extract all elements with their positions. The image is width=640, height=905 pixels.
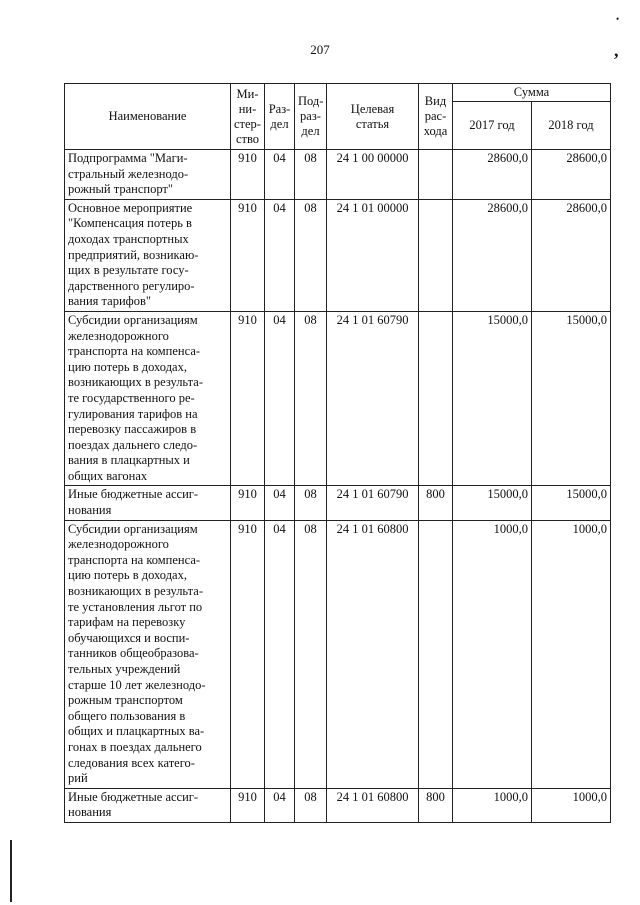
cell-target-article: 24 1 01 60800 — [327, 788, 419, 822]
cell-name-line: возникающих в результа- — [68, 375, 203, 390]
header-year-2017: 2017 год — [453, 102, 532, 150]
header-ministry-line: стер- — [234, 116, 261, 131]
cell-name-line: тельных учреждений — [68, 662, 181, 676]
cell-subsection: 08 — [295, 311, 327, 486]
cell-sum-2017: 15000,0 — [453, 486, 532, 520]
cell-name-line: гулирования тарифов на — [68, 406, 198, 421]
header-ministry — [231, 84, 265, 150]
header-subsection-line: раз- — [300, 109, 321, 123]
cell-name-line: нования — [68, 503, 112, 518]
cell-sum-2017: 15000,0 — [453, 311, 532, 486]
cell-name-line: рий — [68, 771, 88, 786]
cell-sum-2017: 28600,0 — [453, 199, 532, 311]
cell-section: 04 — [265, 486, 295, 520]
header-year-2018: 2018 год — [532, 102, 611, 150]
cell-name-line: нования — [68, 805, 112, 820]
table-body — [65, 150, 611, 823]
cell-name-line: вания тарифов" — [68, 294, 151, 309]
header-section-line: Раз- — [268, 101, 291, 116]
cell-name-line: "Компенсация потерь в — [68, 216, 192, 231]
cell-subsection: 08 — [295, 199, 327, 311]
cell-name-line: обучающихся и воспи- — [68, 630, 190, 645]
table-row — [65, 311, 611, 486]
budget-table — [64, 83, 611, 823]
cell-name-line: общего пользования в — [68, 708, 186, 723]
table-row — [65, 788, 611, 822]
header-expense-type-line: Вид — [424, 94, 447, 108]
cell-target-article: 24 1 01 00000 — [327, 199, 419, 311]
cell-name-line: Субсидии организациям — [68, 312, 198, 327]
cell-sum-2018: 15000,0 — [532, 486, 611, 520]
cell-ministry: 910 — [231, 150, 265, 200]
header-name: Наименование — [65, 84, 231, 150]
cell-expense-type — [419, 199, 453, 311]
cell-section: 04 — [265, 199, 295, 311]
cell-name-line: тарифам на перевозку — [68, 615, 186, 630]
header-expense-type-line: хода — [423, 124, 448, 138]
cell-subsection: 08 — [295, 788, 327, 822]
cell-name — [65, 311, 231, 486]
cell-name-line: рожный транспорт" — [68, 182, 173, 197]
cell-sum-2017: 1000,0 — [453, 788, 532, 822]
cell-ministry: 910 — [231, 520, 265, 788]
cell-target-article: 24 1 01 60800 — [327, 520, 419, 788]
cell-sum-2017: 28600,0 — [453, 150, 532, 200]
cell-target-article: 24 1 00 00000 — [327, 150, 419, 200]
cell-name-line: Основное мероприятие — [68, 200, 193, 215]
header-subsection — [295, 84, 327, 150]
cell-expense-type — [419, 520, 453, 788]
cell-name-line: гонах в поездах дальнего — [68, 739, 202, 754]
header-ministry-line: Ми- — [236, 86, 259, 101]
table-row — [65, 520, 611, 788]
header-subsection-line: Под- — [298, 94, 324, 108]
header-ministry-line: ни- — [238, 101, 257, 116]
header-expense-type-line: рас- — [424, 109, 447, 123]
cell-subsection: 08 — [295, 520, 327, 788]
cell-name-line: железнодорожного — [68, 328, 169, 343]
header-subsection-line: дел — [301, 124, 320, 138]
corner-mark-comma: , — [614, 40, 619, 60]
cell-name-line: танников общеобразова- — [68, 646, 199, 661]
cell-expense-type — [419, 311, 453, 486]
cell-name-line: цию потерь в доходах, — [68, 359, 187, 374]
cell-ministry: 910 — [231, 199, 265, 311]
cell-name-line: Подпрограмма "Маги- — [68, 151, 188, 165]
cell-name-line: железнодорожного — [68, 537, 169, 552]
table-row — [65, 199, 611, 311]
cell-name-line: перевозку пассажиров в — [68, 422, 197, 437]
cell-name — [65, 199, 231, 311]
cell-section: 04 — [265, 788, 295, 822]
cell-name-line: цию потерь в доходах, — [68, 568, 187, 583]
cell-subsection: 08 — [295, 486, 327, 520]
cell-sum-2018: 15000,0 — [532, 311, 611, 486]
cell-name-line: стральный железнодо- — [68, 166, 189, 181]
header-target-article-line: статья — [355, 116, 390, 131]
cell-expense-type: 800 — [419, 788, 453, 822]
cell-name-line: Иные бюджетные ассиг- — [68, 789, 199, 804]
header-target-article — [327, 84, 419, 150]
table-row — [65, 150, 611, 200]
cell-name — [65, 486, 231, 520]
cell-name-line: поездах дальнего следо- — [68, 437, 198, 452]
cell-name-line: следования всех катего- — [68, 755, 195, 770]
cell-name-line: вания в плацкартных и — [68, 453, 190, 468]
cell-name-line: рожным транспортом — [68, 693, 183, 708]
cell-sum-2018: 28600,0 — [532, 199, 611, 311]
cell-name — [65, 788, 231, 822]
cell-ministry: 910 — [231, 486, 265, 520]
header-target-article-line: Целевая — [350, 101, 395, 116]
cell-expense-type: 800 — [419, 486, 453, 520]
cell-name-line: те установления льгот по — [68, 599, 203, 614]
table-row — [65, 486, 611, 520]
cell-name — [65, 520, 231, 788]
cell-ministry: 910 — [231, 311, 265, 486]
cell-name-line: Иные бюджетные ассиг- — [68, 487, 199, 502]
cell-ministry: 910 — [231, 788, 265, 822]
header-sum: Сумма — [453, 84, 611, 102]
cell-subsection: 08 — [295, 150, 327, 200]
cell-name-line: доходах транспортных — [68, 231, 189, 246]
cell-section: 04 — [265, 311, 295, 486]
header-section-line: дел — [270, 116, 289, 131]
table-header — [65, 84, 611, 150]
cell-name-line: дарственного регулиро- — [68, 278, 195, 293]
cell-target-article: 24 1 01 60790 — [327, 486, 419, 520]
header-expense-type — [419, 84, 453, 150]
cell-name-line: транспорта на компенса- — [68, 552, 201, 567]
header-section — [265, 84, 295, 150]
cell-name-line: возникающих в результа- — [68, 584, 203, 599]
cell-section: 04 — [265, 150, 295, 200]
cell-name-line: те государственного ре- — [68, 390, 195, 405]
cell-name-line: транспорта на компенса- — [68, 344, 201, 359]
cell-section: 04 — [265, 520, 295, 788]
cell-name-line: общих и плацкартных ва- — [68, 724, 205, 739]
cell-name-line: старше 10 лет железнодо- — [68, 677, 206, 692]
cell-sum-2018: 1000,0 — [532, 520, 611, 788]
cell-name-line: общих вагонах — [68, 468, 148, 483]
page-number: 207 — [310, 42, 330, 57]
cell-target-article: 24 1 01 60790 — [327, 311, 419, 486]
cell-name-line: щих в результате госу- — [68, 263, 189, 278]
cell-name-line: предприятий, возникаю- — [68, 247, 199, 262]
scan-edge-line — [10, 840, 12, 902]
corner-mark-dot: • — [616, 14, 620, 24]
cell-sum-2018: 28600,0 — [532, 150, 611, 200]
header-ministry-line: ство — [235, 131, 260, 146]
cell-name-line: Субсидии организациям — [68, 521, 198, 536]
cell-sum-2018: 1000,0 — [532, 788, 611, 822]
cell-name — [65, 150, 231, 200]
cell-sum-2017: 1000,0 — [453, 520, 532, 788]
cell-expense-type — [419, 150, 453, 200]
